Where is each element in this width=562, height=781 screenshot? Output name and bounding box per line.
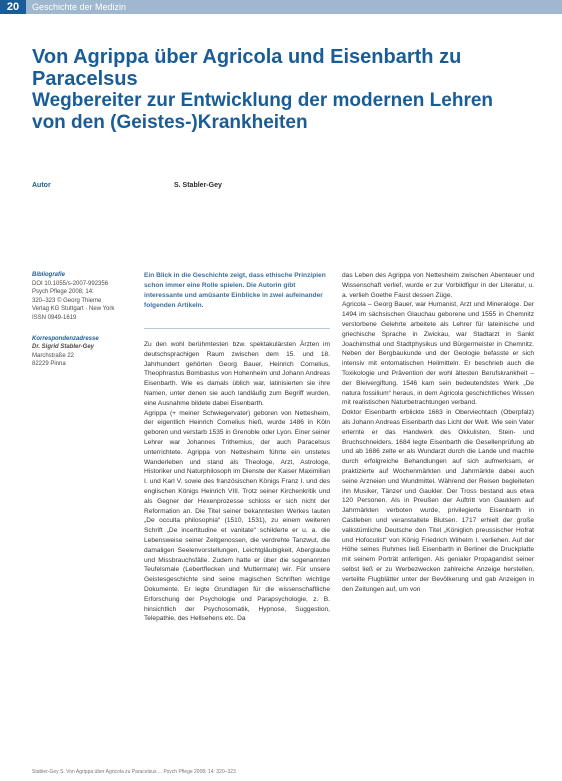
page-number: 20: [0, 0, 26, 14]
korrespondenz-address: Marchstraße 22 82229 Pinna: [32, 352, 75, 368]
body-column-1: [144, 340, 330, 624]
paragraph: Agrippa (+ meiner Schwiegervater) geboren von Nettesheim, der eigentlich Heinrich Cornelius hieß, wurde 1486 in Köln geboren und verstarb 1535 in Grenoble oder Lyon. Einer seiner Lehrer war Johannes Trithemius, der auch Paracelsus unterrichtete. Agrippa von Nettesheim führte ein unstetes Wanderleben und stand als Theologe, Arzt, Astrologe, Historiker und Naturphilosoph im Dienste der Kaiser Maximilian I. und Karl V. sowie des französischen Königs Franz I. und des englischen Königs Heinrich VIII. Trotz seiner Kirchenkritik und als Gegner der Hexenprozesse schloss er sich nicht der Reformation an. Die Titel seiner bekanntesten Werkes lauten „De occulta philosophia“ (1510, 1531), zu einem weiteren Schrift „De incertitudine et vanitate“ schilderte er u. a. die Lebensweise seiner Zeitgenossen, die verdrehte Tanzwut, die damaligen Seelenvorstellungen, Leichtgläubigkeit, Aberglaube und Missbrauchsfälle. Zudem hatte er über die sogenannten Teufelsmale (Lebertflecken und Muttermale) wir. Für unsere Geistesgeschichte sind seine magischen Schriften wichtige Dokumente. Er legte Grundlagen für die wissenschaftliche Erforschung der Psychologie und Parapsychologie, z. B. hinsichtlich der Psychosomatik, Hypnose, Suggestion, Telepathie, des Hellsehens etc. Da: [144, 409, 330, 623]
article-title: Von Agrippa über Agricola und Eisenbarth zu Paracelsus: [32, 46, 462, 90]
author-name: S. Stabler-Gey: [174, 182, 222, 189]
paragraph: Agricola – Georg Bauer, war Humanist, Arzt und Mineraloge. Der 1494 im sächsischen Glauchau geborene und 1555 in Chemnitz verstorbene Gelehrte arbeitete als Lehrer für lateinische und griechische Sprache in Zwickau, war Stadtarzt in Sankt Joachimsthal und Stadtphysikus und Bürgermeister in Chemnitz. Neben der Bergbaukunde und der Geologie befasste er sich intensiv mit entomatischen Heilmitteln. Er beschrieb auch die Toxikologie und Prävention der wohl ältesten Berufskrankheit – der Bleivergiftung. 1546 kam sein bedeutendstes Werk „De natura fossilium“ heraus, in dem Agricola geschichtliches Wissen mit realistischen Naturbetrachtungen verband.: [342, 301, 534, 407]
korrespondenz-name: Dr. Sigrid Stabler-Gey: [32, 344, 95, 351]
paragraph: Doktor Eisenbarth erblickte 1663 in Oberviechtach (Oberpfalz) als Johann Andreas Eisenbarth das Licht der Welt. Wie sein Vater erlernte er das Handwerk des Okkulisten, Stein- und Bruchschneiders. 1684 legte Eisenbarth die Gesellenprüfung ab und ab 1686 zelte er als Wundarzt durch die Lande und machte durch erfolgreiche Behandlungen auf sich aufmerksam, er praktizierte auf Wochenmärkten und Jahrmärkte dabei auch seine Arzneien und Wundmittel. Während der Reisen begleiteten ihn Musiker, Tänzer und Gaukler. Der Tross bestand aus etwa 120 Personen. Als in Preußen der Auftritt von Gauklern auf Jahrmärkten verboten wurde, privilegierte Eisenbarth in Castleben und veranstaltete Blutsen. 1717 erhielt der große valkstümliche Deutsche den Titel „Königlich preussischer Hofrat und Hofoculist“ von König Friedrich Wilhelm I. verliehen. Auf der Höhe seines Ruhmes ließ Eisenbarth in Berliner die Druckplatte mit seinem Porträt anfertigen. Als genialer Propagandist seiner selbst ließ er zu Werbezwecken zahlreiche Anzeige herstellen, verteilte Flugblätter unter der Bevölkerung und gab Anzeigen in den Zeitungen auf, um von: [342, 409, 534, 593]
paragraph: das Leben des Agrippa von Nettesheim zwischen Abenteuer und Wissenschaft verlief, wurde er zur Vorbildfigur in der Literatur, u. a. verlieh Goethe Faust dessen Züge.: [342, 272, 534, 299]
article-subtitle: Wegbereiter zur Entwicklung der modernen Lehren von den (Geistes-)Krankheiten: [32, 90, 494, 133]
bibliografie-text: DOI 10.1055/s-2007-992356 Psych Pflege 2008; 14: 320–323 © Georg Thieme Verlag KG Stuttgart · New York ISSN 0949-1619: [32, 280, 115, 321]
abstract: Ein Blick in die Geschichte zeigt, dass ethische Prinzipien schon immer eine Rolle spielen. Die Autorin gibt interessante und amüsante Einblicke in zwei aufeinander folgenden Artikeln.: [144, 272, 326, 309]
bibliografie-heading: Bibliografie: [32, 272, 66, 278]
abstract-divider: [144, 328, 330, 329]
sidebar-info: [32, 271, 132, 369]
page-footer: Stabler-Gey S. Von Agrippa über Agricola zu Paracelsus ... Psych Pflege 2008; 14: 320–323: [32, 769, 236, 775]
section-label: Geschichte der Medizin: [32, 2, 127, 12]
author-label: Autor: [32, 182, 51, 189]
korrespondenz-heading: Korrespondenzadresse: [32, 335, 99, 342]
body-column-2: [342, 271, 534, 594]
paragraph: Zu den wohl berühmtesten bzw. spektakulärsten Ärzten im deutschsprachigen Raum zwischen dem 15. und 18. Jahrhundert gehörten Georg Bauer, Heinrich Cornelius, Theophrastus Bombastus von Hohenheim und Johann Andreas Eisenbarth. Wie es damals üblich war, latinisierten sie ihre Namen, unter denen sie auch landläufig zum Begriff wurden, eine Ausnahme bildete dabei Eisenbarth.: [144, 341, 330, 407]
